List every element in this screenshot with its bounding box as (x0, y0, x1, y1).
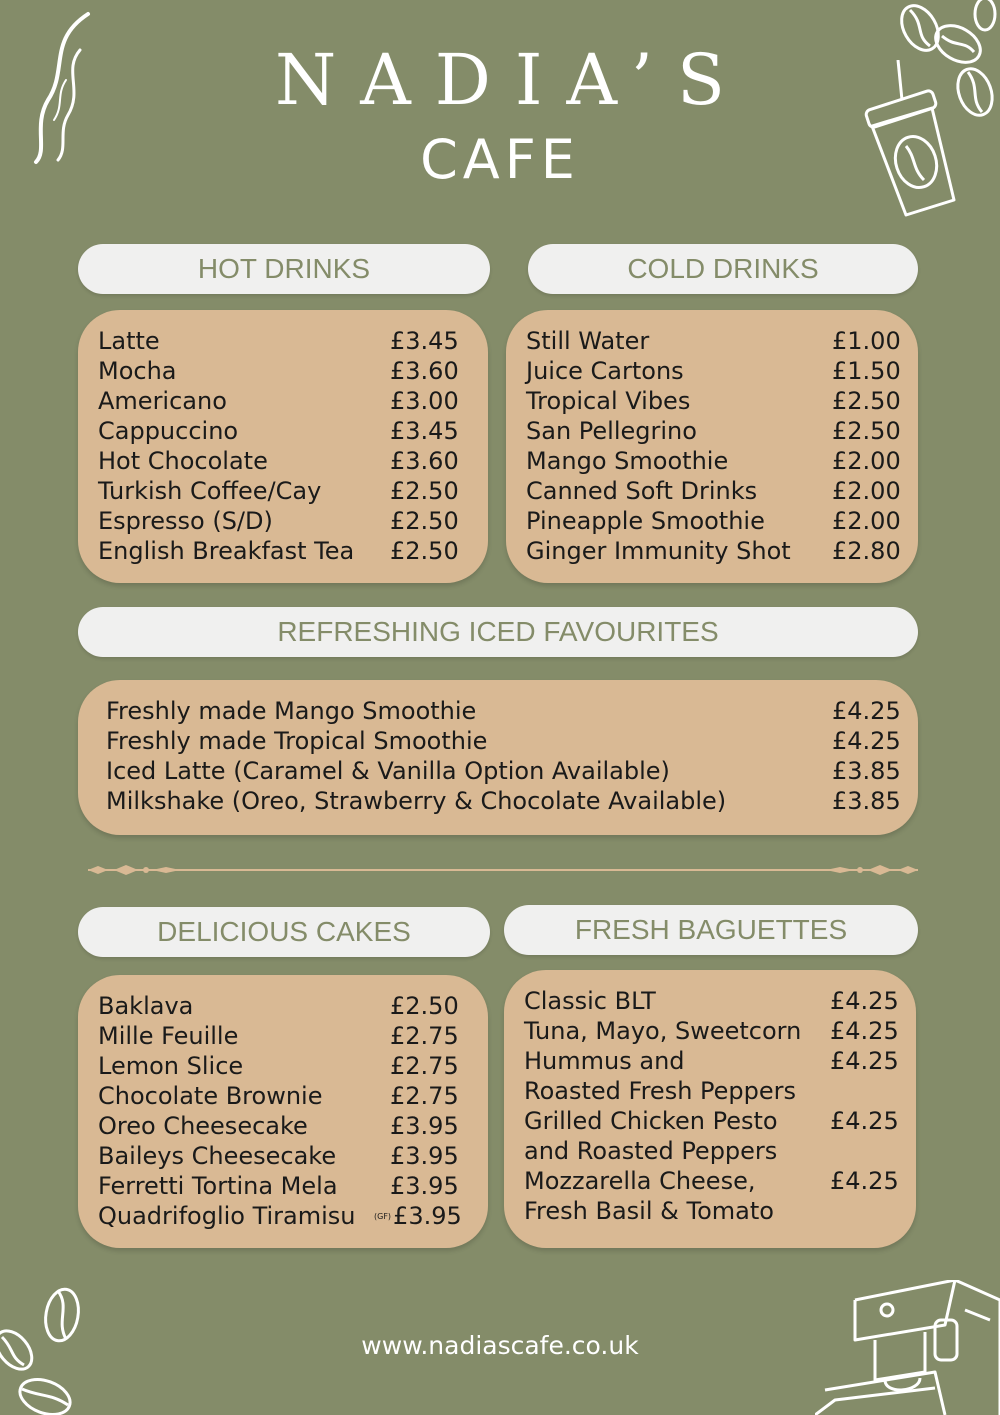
menu-item-price: £4.25 (830, 1167, 899, 1195)
menu-item-price: £4.25 (830, 1107, 899, 1135)
menu-item-price-gf (374, 1201, 462, 1232)
menu-item-price: £2.75 (390, 1022, 459, 1050)
menu-item-price: £3.60 (390, 357, 459, 385)
menu-item-name: Mango Smoothie (526, 447, 729, 475)
menu-item-name: Cappuccino (98, 417, 239, 445)
menu-item-name: Turkish Coffee/Cay (98, 477, 322, 505)
menu-item-price: £2.75 (390, 1082, 459, 1110)
menu-item-line: Hummus and (524, 1047, 685, 1075)
menu-item-price: £2.50 (832, 387, 901, 415)
menu-item-price: £2.00 (832, 447, 901, 475)
section-header-cold-drinks: COLD DRINKS (528, 244, 918, 294)
menu-item-price: £4.25 (832, 727, 901, 755)
menu-item-price: £2.00 (832, 477, 901, 505)
menu-item-line: Tuna, Mayo, Sweetcorn (524, 1017, 802, 1045)
menu-item-line: Mozzarella Cheese, (524, 1167, 756, 1195)
menu-item-name: Canned Soft Drinks (526, 477, 758, 505)
menu-item-name: Americano (98, 387, 227, 415)
menu-item-line: Fresh Basil & Tomato (524, 1197, 774, 1225)
menu-item-name: English Breakfast Tea (98, 537, 355, 565)
menu-item-name: Tropical Vibes (526, 387, 691, 415)
menu-item-price: £2.50 (832, 417, 901, 445)
section-header-iced-favourites: REFRESHING ICED FAVOURITES (78, 607, 918, 657)
menu-item-price: £3.60 (390, 447, 459, 475)
menu-panel-cold-drinks (506, 310, 918, 583)
menu-item-price: £3.95 (393, 1202, 462, 1230)
menu-panel-baguettes (504, 970, 916, 1248)
menu-item-name: Hot Chocolate (98, 447, 268, 475)
menu-item-name: Lemon Slice (98, 1052, 244, 1080)
menu-item-price: £3.95 (390, 1142, 459, 1170)
cafe-subtitle: CAFE (420, 128, 580, 191)
menu-item-name: Milkshake (Oreo, Strawberry & Chocolate Available) (106, 787, 727, 815)
menu-item-name: Ferretti Tortina Mela (98, 1172, 338, 1200)
menu-item-price: £4.25 (830, 1017, 899, 1045)
menu-item-name: Baklava (98, 992, 194, 1020)
menu-item-name: Espresso (S/D) (98, 507, 273, 535)
menu-item-name: Mille Feuille (98, 1022, 239, 1050)
menu-item-name: Pineapple Smoothie (526, 507, 765, 535)
menu-item-name: Still Water (526, 327, 650, 355)
menu-item-price: £3.00 (390, 387, 459, 415)
menu-item-name: Ginger Immunity Shot (526, 537, 791, 565)
menu-item-price: £2.50 (390, 507, 459, 535)
menu-item-line: Grilled Chicken Pesto (524, 1107, 778, 1135)
menu-item-name: Chocolate Brownie (98, 1082, 323, 1110)
menu-item-name: Juice Cartons (526, 357, 684, 385)
menu-item-name: Mocha (98, 357, 177, 385)
website-link[interactable]: www.nadiascafe.co.uk (361, 1331, 639, 1360)
menu-item-price: £3.95 (390, 1172, 459, 1200)
menu-item-price: £1.00 (832, 327, 901, 355)
menu-item-name: San Pellegrino (526, 417, 697, 445)
ornamental-divider-icon (88, 862, 918, 878)
menu-item-price: £4.25 (832, 697, 901, 725)
menu-item-name: Oreo Cheesecake (98, 1112, 308, 1140)
menu-item-price: £3.45 (390, 327, 459, 355)
section-header-cakes: DELICIOUS CAKES (78, 907, 490, 957)
menu-item-price: £1.50 (832, 357, 901, 385)
menu-panel-hot-drinks (78, 310, 488, 583)
menu-item-price: £4.25 (830, 1047, 899, 1075)
menu-item-name: Latte (98, 327, 160, 355)
menu-item-price: £2.75 (390, 1052, 459, 1080)
menu-item-price: £2.50 (390, 992, 459, 1020)
section-header-hot-drinks: HOT DRINKS (78, 244, 490, 294)
menu-item-price: £3.85 (832, 757, 901, 785)
menu-item-name: Iced Latte (Caramel & Vanilla Option Available) (106, 757, 670, 785)
menu-item-name: Baileys Cheesecake (98, 1142, 337, 1170)
menu-item-line: Roasted Fresh Peppers (524, 1077, 797, 1105)
menu-item-name: Freshly made Tropical Smoothie (106, 727, 488, 755)
menu-item-price: £2.50 (390, 537, 459, 565)
menu-panel-cakes (78, 975, 488, 1248)
menu-item-line: Classic BLT (524, 987, 656, 1015)
menu-item-price: £3.95 (390, 1112, 459, 1140)
cafe-name: NADIA’S (274, 39, 750, 121)
menu-item-price: £4.25 (830, 987, 899, 1015)
menu-item-price: £2.80 (832, 537, 901, 565)
menu-panel-iced-favourites (78, 680, 918, 835)
menu-item-price: £3.45 (390, 417, 459, 445)
section-header-baguettes: FRESH BAGUETTES (504, 905, 918, 955)
menu-item-price: £2.00 (832, 507, 901, 535)
menu-item-price: £2.50 (390, 477, 459, 505)
menu-item-name: Quadrifoglio Tiramisu (98, 1202, 356, 1230)
menu-item-price: £3.85 (832, 787, 901, 815)
menu-item-name: Freshly made Mango Smoothie (106, 697, 477, 725)
gluten-free-label: (GF) (374, 1212, 392, 1221)
menu-item-line: and Roasted Peppers (524, 1137, 778, 1165)
